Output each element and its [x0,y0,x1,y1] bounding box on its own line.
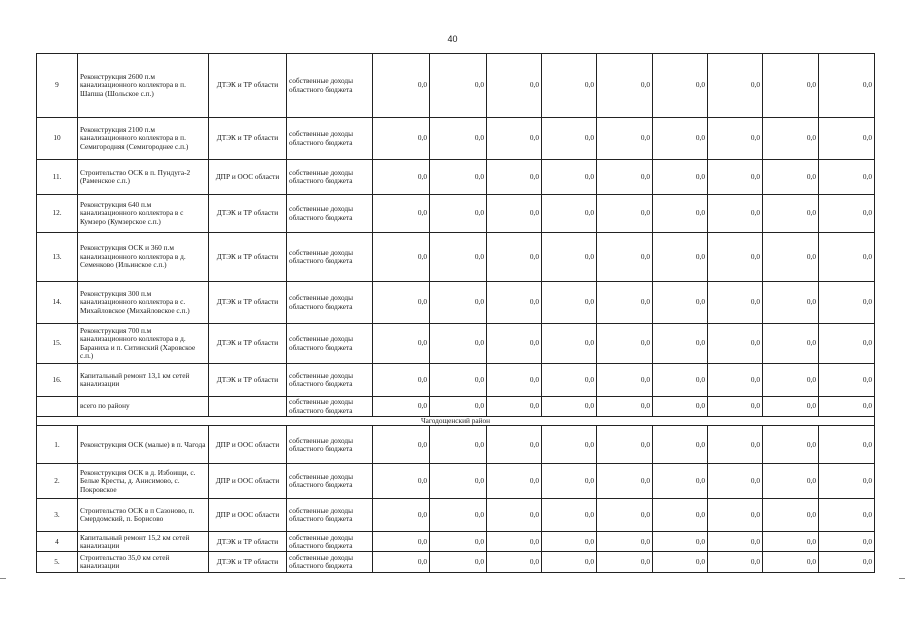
project-name: Реконструкция ОСК (малые) в п. Чагода [78,426,209,464]
row-number: 13. [37,233,78,282]
value-cell: 0,0 [430,397,487,417]
value-cell: 0,0 [597,552,653,573]
value-cell: 0,0 [542,160,597,195]
value-cell: 0,0 [542,233,597,282]
value-cell: 0,0 [653,282,708,324]
funding-source: собственные доходы областного бюджета [287,532,373,552]
value-cell: 0,0 [763,426,819,464]
value-cell: 0,0 [653,532,708,552]
responsible-body: ДТЭК и ТР области [209,324,287,364]
project-name: всего по району [78,397,209,417]
value-cell: 0,0 [430,160,487,195]
responsible-body: ДПР и ООС области [209,160,287,195]
table-row [37,160,875,195]
value-cell: 0,0 [597,464,653,499]
row-number: 1. [37,426,78,464]
value-cell: 0,0 [430,552,487,573]
value-cell: 0,0 [373,282,430,324]
table-row [37,54,875,118]
responsible-body: ДТЭК и ТР области [209,118,287,160]
value-cell: 0,0 [373,233,430,282]
value-cell: 0,0 [373,160,430,195]
value-cell: 0,0 [430,426,487,464]
value-cell: 0,0 [708,233,763,282]
value-cell: 0,0 [430,54,487,118]
value-cell: 0,0 [708,397,763,417]
value-cell: 0,0 [597,324,653,364]
value-cell: 0,0 [819,282,875,324]
project-name: Реконструкция 2600 п.м канализационного коллектора в п. Шапша (Шольское с.п.) [78,54,209,118]
value-cell: 0,0 [542,426,597,464]
value-cell: 0,0 [487,397,542,417]
value-cell: 0,0 [430,195,487,233]
value-cell: 0,0 [653,552,708,573]
value-cell: 0,0 [708,552,763,573]
row-number: 16. [37,364,78,397]
value-cell: 0,0 [487,426,542,464]
value-cell: 0,0 [373,426,430,464]
right-edge-mark [899,578,905,579]
project-name: Строительство ОСК в п Сазоново, п. Смердомский, п. Борисово [78,499,209,532]
value-cell: 0,0 [542,552,597,573]
project-name: Капитальный ремонт 15,2 км сетей канализации [78,532,209,552]
value-cell: 0,0 [597,426,653,464]
value-cell: 0,0 [708,364,763,397]
responsible-body: ДТЭК и ТР области [209,233,287,282]
value-cell: 0,0 [763,195,819,233]
value-cell: 0,0 [597,233,653,282]
value-cell: 0,0 [653,195,708,233]
value-cell: 0,0 [542,282,597,324]
value-cell: 0,0 [430,282,487,324]
left-edge-mark [0,578,6,579]
value-cell: 0,0 [487,195,542,233]
value-cell: 0,0 [708,532,763,552]
value-cell: 0,0 [653,233,708,282]
table-row [37,324,875,364]
row-number: 4 [37,532,78,552]
page-number: 40 [447,34,458,44]
value-cell: 0,0 [487,282,542,324]
table-row [37,426,875,464]
table-row [37,233,875,282]
funding-source: собственные доходы областного бюджета [287,160,373,195]
funding-source: собственные доходы областного бюджета [287,552,373,573]
funding-source: собственные доходы областного бюджета [287,118,373,160]
value-cell: 0,0 [708,324,763,364]
value-cell: 0,0 [373,364,430,397]
value-cell: 0,0 [708,118,763,160]
responsible-body [209,397,287,417]
table-row [37,464,875,499]
value-cell: 0,0 [819,118,875,160]
value-cell: 0,0 [819,552,875,573]
value-cell: 0,0 [708,160,763,195]
responsible-body: ДПР и ООС области [209,464,287,499]
budget-table [36,53,875,573]
value-cell: 0,0 [542,364,597,397]
value-cell: 0,0 [430,233,487,282]
table-row [37,364,875,397]
value-cell: 0,0 [373,324,430,364]
value-cell: 0,0 [487,54,542,118]
responsible-body: ДТЭК и ТР области [209,552,287,573]
funding-source: собственные доходы областного бюджета [287,54,373,118]
value-cell: 0,0 [653,160,708,195]
value-cell: 0,0 [819,499,875,532]
value-cell: 0,0 [597,195,653,233]
project-name: Реконструкция ОСК в д. Избоищи, с. Белые Кресты, д. Анисимово, с. Покровское [78,464,209,499]
table-body [37,54,875,573]
value-cell: 0,0 [653,118,708,160]
row-number: 10 [37,118,78,160]
responsible-body: ДТЭК и ТР области [209,282,287,324]
value-cell: 0,0 [542,118,597,160]
row-number: 12. [37,195,78,233]
value-cell: 0,0 [763,397,819,417]
value-cell: 0,0 [487,552,542,573]
table-row [37,195,875,233]
funding-source: собственные доходы областного бюджета [287,397,373,417]
value-cell: 0,0 [708,464,763,499]
value-cell: 0,0 [763,364,819,397]
responsible-body: ДТЭК и ТР области [209,364,287,397]
value-cell: 0,0 [373,552,430,573]
funding-source: собственные доходы областного бюджета [287,233,373,282]
value-cell: 0,0 [430,324,487,364]
value-cell: 0,0 [763,160,819,195]
value-cell: 0,0 [542,397,597,417]
funding-source: собственные доходы областного бюджета [287,282,373,324]
row-number: 3. [37,499,78,532]
value-cell: 0,0 [430,118,487,160]
value-cell: 0,0 [487,118,542,160]
value-cell: 0,0 [597,364,653,397]
value-cell: 0,0 [487,324,542,364]
value-cell: 0,0 [819,324,875,364]
value-cell: 0,0 [653,324,708,364]
value-cell: 0,0 [487,532,542,552]
value-cell: 0,0 [763,282,819,324]
table-row [37,499,875,532]
value-cell: 0,0 [373,118,430,160]
value-cell: 0,0 [763,464,819,499]
project-name: Реконструкция 2100 п.м канализационного коллектора в п. Семигородняя (Семигороднее с.п.) [78,118,209,160]
row-number: 9 [37,54,78,118]
value-cell: 0,0 [373,397,430,417]
value-cell: 0,0 [542,195,597,233]
value-cell: 0,0 [373,195,430,233]
value-cell: 0,0 [708,499,763,532]
value-cell: 0,0 [763,118,819,160]
row-number [37,397,78,417]
value-cell: 0,0 [763,552,819,573]
project-name: Реконструкция ОСК и 360 п.м канализационного коллектора в д. Семенково (Ильинское с.п.) [78,233,209,282]
value-cell: 0,0 [819,464,875,499]
project-name: Реконструкция 700 п.м канализационного коллектора в д. Бараниха и п. Ситинский (Харовское с.п.) [78,324,209,364]
value-cell: 0,0 [708,54,763,118]
value-cell: 0,0 [373,464,430,499]
value-cell: 0,0 [819,54,875,118]
project-name: Капитальный ремонт 13,1 км сетей канализации [78,364,209,397]
table-row [37,282,875,324]
value-cell: 0,0 [430,364,487,397]
value-cell: 0,0 [373,532,430,552]
value-cell: 0,0 [373,499,430,532]
value-cell: 0,0 [819,426,875,464]
row-number: 11. [37,160,78,195]
funding-source: собственные доходы областного бюджета [287,364,373,397]
responsible-body: ДТЭК и ТР области [209,54,287,118]
value-cell: 0,0 [542,464,597,499]
project-name: Строительство 35,0 км сетей канализации [78,552,209,573]
value-cell: 0,0 [653,54,708,118]
value-cell: 0,0 [542,54,597,118]
value-cell: 0,0 [597,282,653,324]
project-name: Реконструкция 640 п.м канализационного коллектора в с Кумзеро (Кумзерское с.п.) [78,195,209,233]
value-cell: 0,0 [597,499,653,532]
responsible-body: ДТЭК и ТР области [209,195,287,233]
value-cell: 0,0 [597,160,653,195]
value-cell: 0,0 [819,195,875,233]
value-cell: 0,0 [430,464,487,499]
value-cell: 0,0 [819,160,875,195]
value-cell: 0,0 [763,233,819,282]
table-row [37,532,875,552]
funding-source: собственные доходы областного бюджета [287,499,373,532]
row-number: 14. [37,282,78,324]
row-number: 15. [37,324,78,364]
value-cell: 0,0 [763,532,819,552]
value-cell: 0,0 [542,532,597,552]
value-cell: 0,0 [597,397,653,417]
value-cell: 0,0 [653,499,708,532]
table-row [37,397,875,417]
value-cell: 0,0 [819,364,875,397]
responsible-body: ДПР и ООС области [209,426,287,464]
value-cell: 0,0 [819,532,875,552]
value-cell: 0,0 [597,118,653,160]
value-cell: 0,0 [708,426,763,464]
funding-source: собственные доходы областного бюджета [287,324,373,364]
row-number: 2. [37,464,78,499]
section-row [37,417,875,426]
responsible-body: ДТЭК и ТР области [209,532,287,552]
value-cell: 0,0 [653,364,708,397]
value-cell: 0,0 [653,397,708,417]
value-cell: 0,0 [597,532,653,552]
value-cell: 0,0 [819,397,875,417]
value-cell: 0,0 [430,499,487,532]
funding-source: собственные доходы областного бюджета [287,464,373,499]
value-cell: 0,0 [653,464,708,499]
value-cell: 0,0 [542,324,597,364]
value-cell: 0,0 [373,54,430,118]
project-name: Строительство ОСК в п. Пундуга-2 (Раменское с.п.) [78,160,209,195]
row-number: 5. [37,552,78,573]
section-title: Чагодощенский район [37,417,875,426]
value-cell: 0,0 [763,499,819,532]
value-cell: 0,0 [653,426,708,464]
funding-source: собственные доходы областного бюджета [287,426,373,464]
value-cell: 0,0 [763,54,819,118]
value-cell: 0,0 [487,464,542,499]
project-name: Реконструкция 300 п.м канализационного коллектора в с. Михайловское (Михайловское с.п.) [78,282,209,324]
value-cell: 0,0 [597,54,653,118]
value-cell: 0,0 [819,233,875,282]
table-row [37,118,875,160]
responsible-body: ДПР и ООС области [209,499,287,532]
value-cell: 0,0 [487,233,542,282]
value-cell: 0,0 [763,324,819,364]
value-cell: 0,0 [708,282,763,324]
funding-source: собственные доходы областного бюджета [287,195,373,233]
value-cell: 0,0 [542,499,597,532]
value-cell: 0,0 [487,499,542,532]
value-cell: 0,0 [487,160,542,195]
value-cell: 0,0 [430,532,487,552]
value-cell: 0,0 [708,195,763,233]
table-row [37,552,875,573]
value-cell: 0,0 [487,364,542,397]
